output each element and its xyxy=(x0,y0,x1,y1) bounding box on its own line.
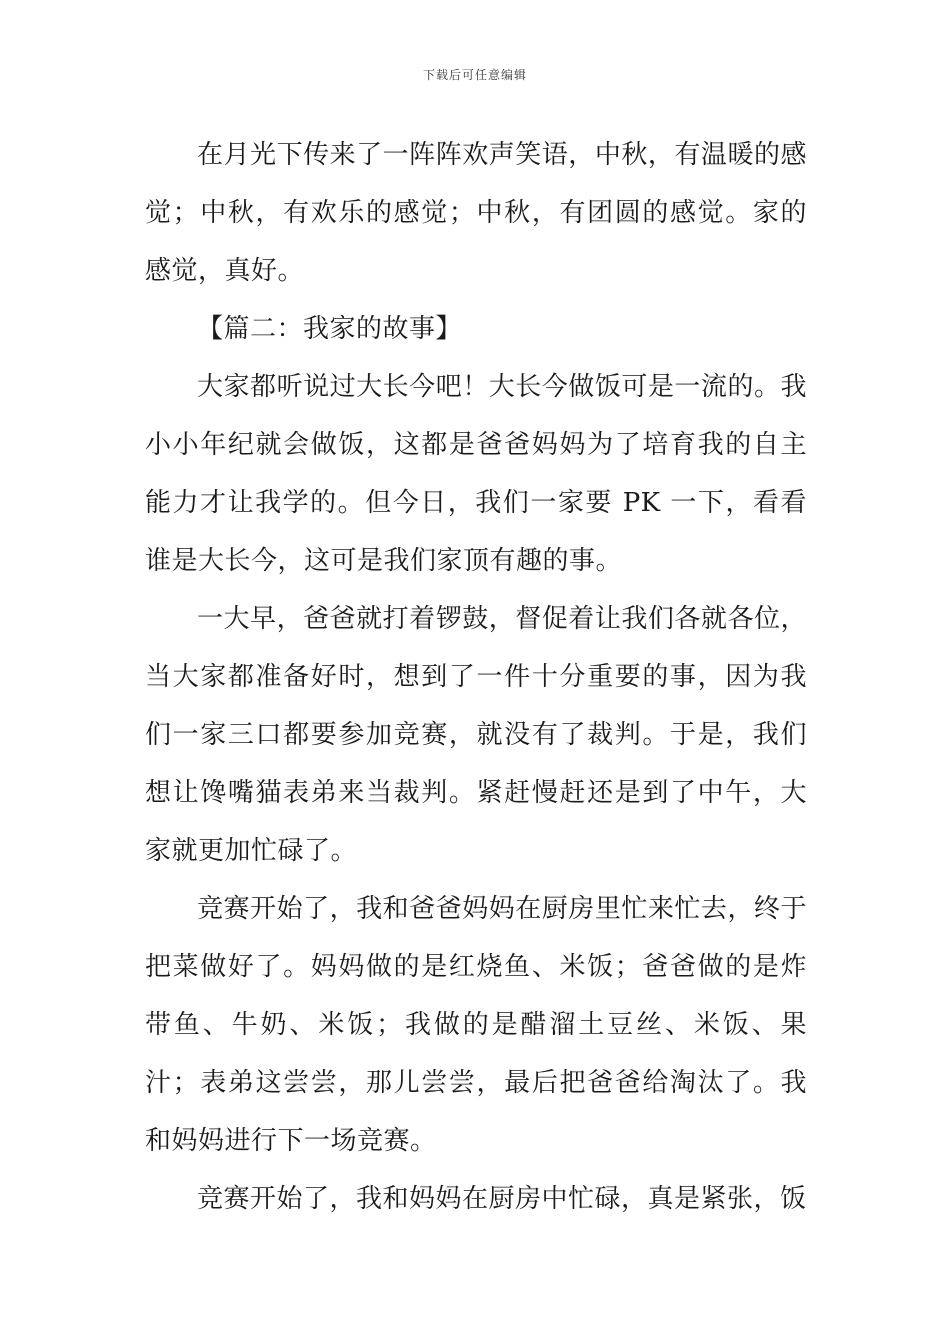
paragraph-first-round: 竞赛开始了，我和爸爸妈妈在厨房里忙来忙去，终于把菜做好了。妈妈做的是红烧鱼、米饭；爸爸做的是炸带鱼、牛奶、米饭；我做的是醋溜土豆丝、米饭、果汁；表弟这尝尝，那儿尝尝，最后把爸爸给淘汰了。我和妈妈进行下一场竞赛。 xyxy=(145,894,807,1156)
document-body xyxy=(145,126,807,1228)
paragraph-mid-autumn: 在月光下传来了一阵阵欢声笑语，中秋，有温暖的感觉；中秋，有欢乐的感觉；中秋，有团圆的感觉。家的感觉，真好。 xyxy=(145,140,807,286)
paragraph-second-round: 竞赛开始了，我和妈妈在厨房中忙碌，真是紧张，饭 xyxy=(197,1184,807,1214)
paragraph-intro: 大家都听说过大长今吧！大长今做饭可是一流的。我小小年纪就会做饭，这都是爸爸妈妈为了培育我的自主能力才让我学的。但今日，我们一家要 PK 一下，看看谁是大长今，这可是我们家顶有趣的事。 xyxy=(145,372,807,576)
section-heading: 【篇二：我家的故事】 xyxy=(197,314,463,344)
page-header: 下载后可任意编辑 xyxy=(422,68,527,82)
paragraph-morning: 一大早，爸爸就打着锣鼓，督促着让我们各就各位，当大家都准备好时，想到了一件十分重要的事，因为我们一家三口都要参加竞赛，就没有了裁判。于是，我们想让馋嘴猫表弟来当裁判。紧赶慢赶还是到了中午，大家就更加忙碌了。 xyxy=(145,604,807,866)
